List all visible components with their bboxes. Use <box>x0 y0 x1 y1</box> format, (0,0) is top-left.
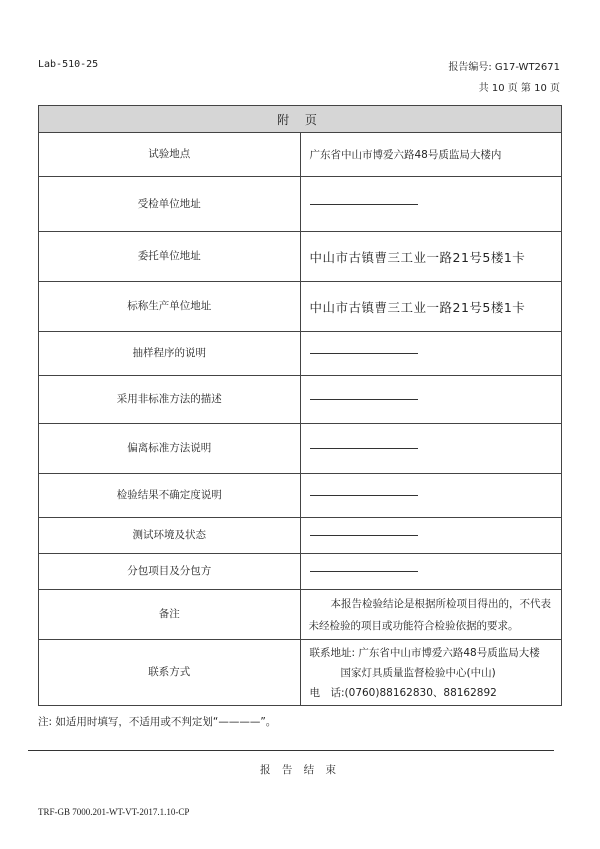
row-value-deviation <box>300 424 562 474</box>
divider <box>28 750 554 751</box>
table-row <box>39 332 562 376</box>
row-label-contact: 联系方式 <box>39 640 301 706</box>
row-value-test-location: 广东省中山市博爱六路48号质监局大楼内 <box>300 133 562 177</box>
row-label-inspected-address: 受检单位地址 <box>39 177 301 232</box>
table-row <box>39 376 562 424</box>
not-applicable-dash <box>310 495 418 496</box>
row-value-sampling-procedure <box>300 332 562 376</box>
table-row <box>39 474 562 518</box>
table-row <box>39 232 562 282</box>
row-label-manufacturer-address: 标称生产单位地址 <box>39 282 301 332</box>
table-row <box>39 133 562 177</box>
row-label-subcontract: 分包项目及分包方 <box>39 554 301 590</box>
row-value-inspected-address <box>300 177 562 232</box>
table-row <box>39 282 562 332</box>
not-applicable-dash <box>310 399 418 400</box>
table-row <box>39 424 562 474</box>
row-value-environment <box>300 518 562 554</box>
not-applicable-dash <box>310 535 418 536</box>
not-applicable-dash <box>310 571 418 572</box>
row-value-nonstandard-method <box>300 376 562 424</box>
table-row <box>39 518 562 554</box>
row-value-remarks: 本报告检验结论是根据所检项目得出的，不代表未经检验的项目或功能符合检验依据的要求。 <box>300 590 562 640</box>
not-applicable-dash <box>310 353 418 354</box>
row-value-manufacturer-address: 中山市古镇曹三工业一路21号5楼1卡 <box>300 282 562 332</box>
row-label-environment: 测试环境及状态 <box>39 518 301 554</box>
table-row <box>39 177 562 232</box>
row-label-deviation: 偏离标准方法说明 <box>39 424 301 474</box>
contact-phone: 电 话:(0760)88162830、88162892 <box>309 686 497 699</box>
report-number: 报告编号: G17-WT2671 <box>448 62 560 73</box>
row-value-subcontract <box>300 554 562 590</box>
table-row <box>39 640 562 706</box>
row-label-remarks: 备注 <box>39 590 301 640</box>
table-row <box>39 590 562 640</box>
page-info: 共 10 页 第 10 页 <box>478 83 560 94</box>
form-code: TRF-GB 7000.201-WT-VT-2017.1.10-CP <box>38 807 190 817</box>
lab-code: Lab-510-25 <box>38 59 99 70</box>
appendix-table <box>38 105 562 706</box>
not-applicable-dash <box>310 204 418 205</box>
row-label-nonstandard-method: 采用非标准方法的描述 <box>39 376 301 424</box>
table-row <box>39 554 562 590</box>
row-label-sampling-procedure: 抽样程序的说明 <box>39 332 301 376</box>
row-label-client-address: 委托单位地址 <box>39 232 301 282</box>
row-value-client-address: 中山市古镇曹三工业一路21号5楼1卡 <box>300 232 562 282</box>
row-label-test-location: 试验地点 <box>39 133 301 177</box>
contact-center: 国家灯具质量监督检验中心(中山) <box>340 666 496 679</box>
table-title: 附 页 <box>39 106 562 133</box>
contact-address: 联系地址: 广东省中山市博爱六路48号质监局大楼 <box>309 646 540 659</box>
footnote: 注: 如适用时填写，不适用或不判定划“————”。 <box>38 716 277 728</box>
not-applicable-dash <box>310 448 418 449</box>
report-end: 报 告 结 束 <box>259 764 340 776</box>
row-value-uncertainty <box>300 474 562 518</box>
row-value-contact <box>300 640 562 706</box>
row-label-uncertainty: 检验结果不确定度说明 <box>39 474 301 518</box>
